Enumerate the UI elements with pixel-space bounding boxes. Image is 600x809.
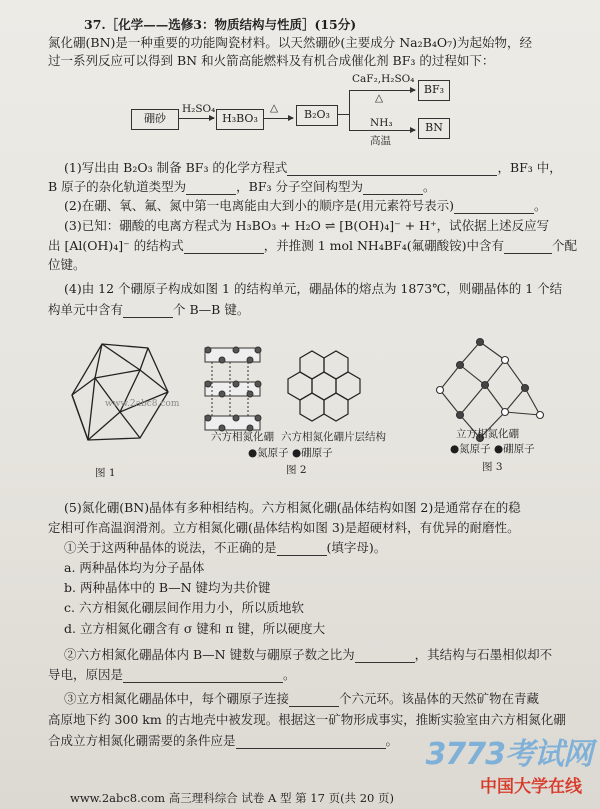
fig2-caption-b: 六方相氮化硼片层结构 — [281, 431, 386, 443]
watermark-china-university: 中国大学在线 — [480, 777, 582, 797]
flow-box-b2o3: B₂O₃ — [296, 105, 338, 126]
flow-arrow-4 — [349, 130, 415, 131]
q3-line-1: (3)已知：硼酸的电离方程式为 H₃BO₃ + H₂O ⇌ [B(OH)₄]⁻ + H⁺，试依据上述反应写 — [64, 218, 550, 233]
q5-sub3-line-3: 合成立方相氮化硼需要的条件应是 。 — [48, 733, 399, 748]
flow-box-h3bo3: H₃BO₃ — [216, 109, 264, 130]
fig3-caption-a: 立方相氮化硼 — [456, 428, 519, 440]
q5-sub2: ②六方相氮化硼晶体内 B—N 键数与硼原子数之比为 ，其结构与石墨相似却不 — [64, 647, 553, 662]
option-a: a. 两种晶体均为分子晶体 — [64, 560, 205, 575]
flow-branch-stem — [337, 114, 349, 115]
option-d: d. 立方相氮化硼含有 σ 键和 π 键，所以硬度大 — [64, 621, 326, 636]
flow-label-heat-2: △ — [375, 92, 384, 104]
q5-condition-blank — [236, 736, 386, 749]
flow-box-bf3: BF₃ — [418, 80, 450, 101]
flow-label-nh3: NH₃ — [370, 117, 393, 129]
flow-branch-vertical — [349, 90, 350, 130]
q2-blank — [454, 201, 534, 214]
option-c: c. 六方相氮化硼层间作用力小，所以质地软 — [64, 600, 304, 615]
intro-line-1: 氮化硼(BN)是一种重要的功能陶瓷材料。以天然硼砂(主要成分 Na₂B₄O₇)为起始物，经 — [48, 35, 532, 50]
flow-box-borax: 硼砂 — [131, 109, 179, 130]
option-b: b. 两种晶体中的 B—N 键均为共价键 — [64, 580, 271, 595]
flow-box-bn: BN — [418, 118, 450, 139]
q1-hybrid-blank — [186, 182, 236, 195]
flow-label-caf2: CaF₂,H₂SO₄ — [352, 73, 415, 85]
flow-arrow-1 — [178, 118, 214, 119]
figure-2-honeycomb-sheet — [288, 351, 360, 421]
q5-sub2-line-2: 导电，原因是 。 — [48, 667, 296, 682]
q5-sub3-line-2: 高原地下约 300 km 的古地壳中被发现。根据这一矿物形成事实，推断实验室由六方相氮化硼 — [48, 712, 566, 727]
q3-line-2: 出 [Al(OH)₄]⁻ 的结构式 ，并推测 1 mol NH₄BF₄(氟硼酸铵)中含有 个配 — [48, 238, 577, 253]
q5-sub2-blank — [355, 650, 415, 663]
q1-shape-blank — [363, 182, 423, 195]
q5-line-1: (5)氮化硼(BN)晶体有多种相结构。六方相氮化硼(晶体结构如图 2)是通常存在的稳 — [64, 500, 521, 515]
flow-label-h2so4: H₂SO₄ — [182, 103, 216, 115]
q4-blank — [123, 305, 173, 318]
fig3-label: 图 3 — [482, 461, 503, 473]
fig1-label: 图 1 — [95, 467, 116, 479]
page-footer: www.2abc8.com 高三理科综合 试卷 A 型 第 17 页(共 20 页) — [70, 791, 394, 805]
q3-structure-blank — [184, 241, 264, 254]
q4-line-1: (4)由 12 个硼原子构成如图 1 的结构单元，硼晶体的熔点为 1873℃，则硼晶体的 1 个结 — [64, 281, 563, 296]
intro-line-2: 过一系列反应可以得到 BN 和火箭高能燃料及有机合成催化剂 BF₃ 的过程如下： — [48, 53, 495, 68]
q5-sub3: ③立方相氮化硼晶体中，每个硼原子连接 个六元环。该晶体的天然矿物在青藏 — [64, 691, 540, 706]
q3-line-3: 位键。 — [48, 257, 86, 272]
question-header: 37.［化学——选修3：物质结构与性质］(15分) — [84, 17, 357, 32]
figure-2-hexagonal-bn-layers — [205, 347, 261, 431]
figure-1-icosahedron — [72, 344, 168, 440]
q5-sub1-blank — [277, 543, 327, 556]
q5-sub3-blank — [289, 694, 339, 707]
flow-label-heat: △ — [270, 102, 279, 114]
q1-line-1: (1)写出由 B₂O₃ 制备 BF₃ 的化学方程式 ，BF₃ 中， — [64, 160, 562, 175]
side-watermark: www.2abc8.com — [105, 399, 180, 409]
flow-arrow-2 — [263, 118, 293, 119]
q1-equation-blank — [287, 163, 497, 176]
q2-line: (2)在硼、氧、氟、氮中第一电离能由大到小的顺序是(用元素符号表示) 。 — [64, 198, 547, 213]
q5-sub1: ①关于这两种晶体的说法，不正确的是 (填字母)。 — [64, 540, 387, 555]
fig3-legend: ●氮原子 ●硼原子 — [450, 443, 535, 455]
q3-count-blank — [504, 241, 552, 254]
q5-line-2: 定相可作高温润滑剂。立方相氮化硼(晶体结构如图 3)是超硬材料，有优异的耐磨性。 — [48, 520, 520, 535]
q1-line-2: B 原子的杂化轨道类型为 ，BF₃ 分子空间构型为 。 — [48, 179, 436, 194]
flow-arrow-3 — [349, 90, 415, 91]
q4-line-2: 构单元中含有 个 B—B 键。 — [48, 302, 250, 317]
fig2-label: 图 2 — [286, 464, 307, 476]
q5-reason-blank — [123, 670, 283, 683]
flow-label-high-temp: 高温 — [370, 135, 391, 147]
fig2-caption-a: 六方相氮化硼 — [211, 431, 274, 443]
watermark-3773: 3773考试网 — [425, 737, 592, 772]
fig2-legend: ●氮原子 ●硼原子 — [248, 447, 333, 459]
